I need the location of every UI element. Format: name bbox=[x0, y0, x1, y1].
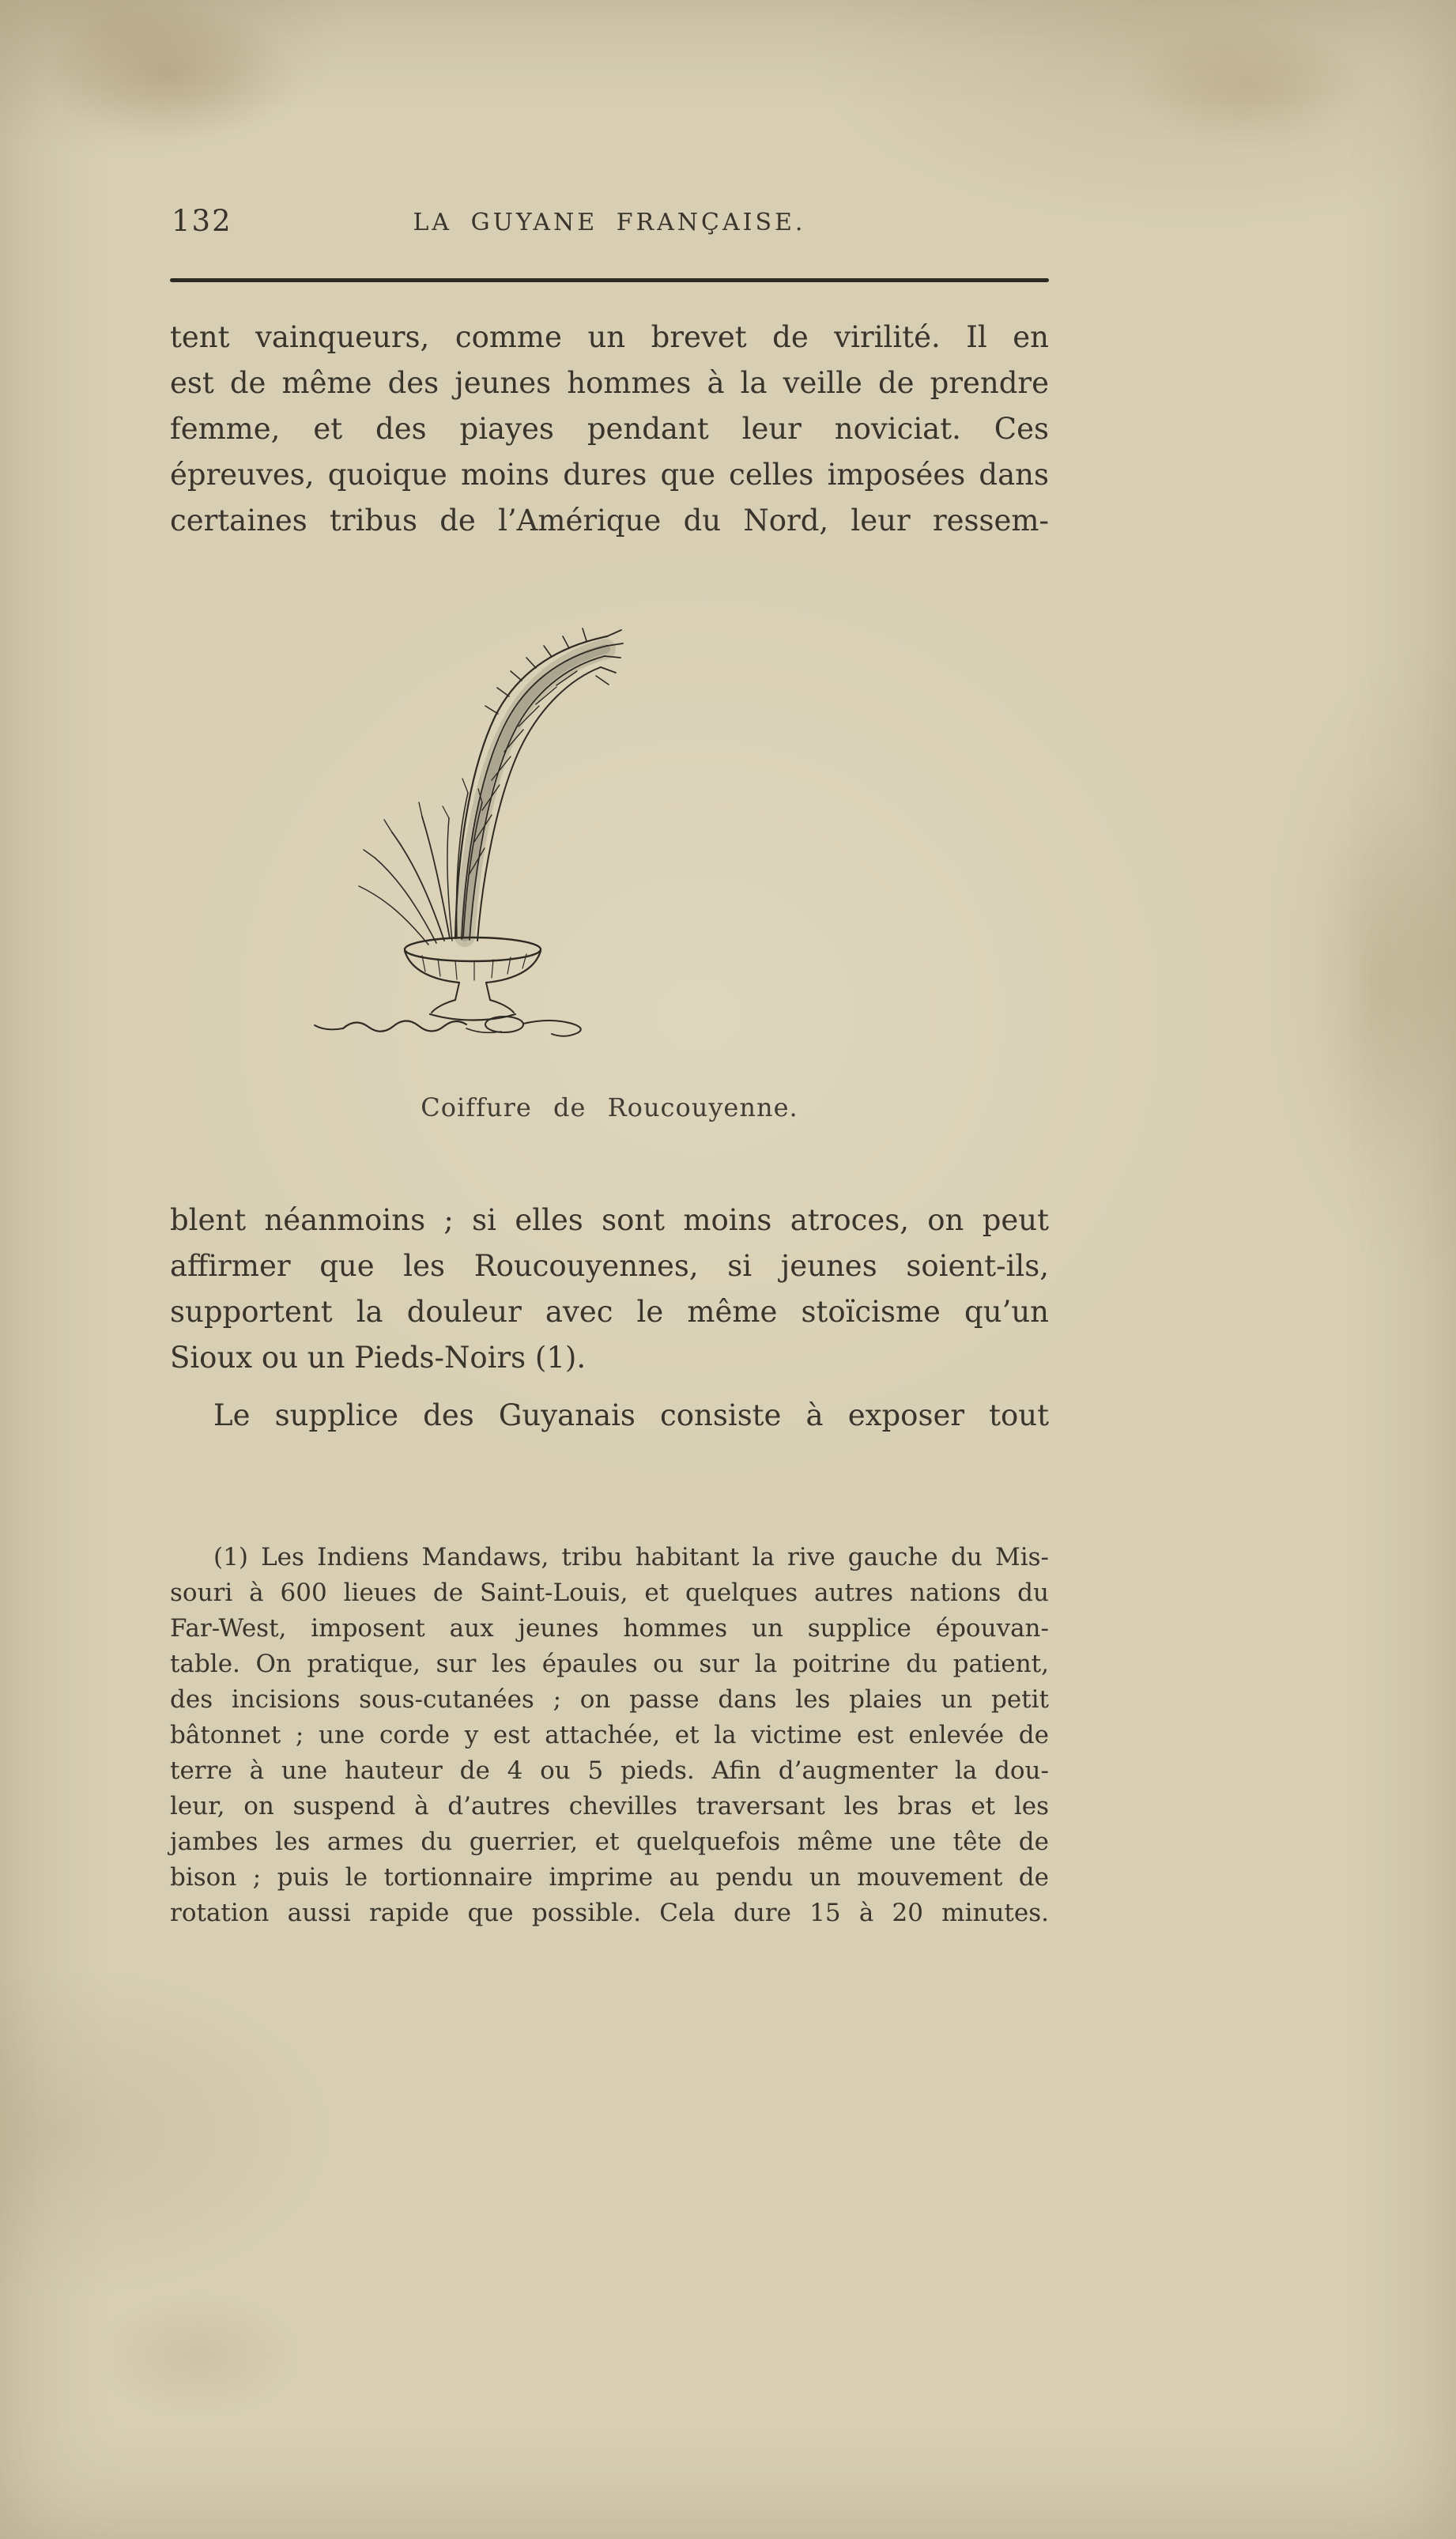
text-line: épreuves, quoique moins dures que celles imposées dans bbox=[170, 458, 1049, 492]
footnote-line: rotation aussi rapide que possible. Cela dure 15 à 20 minutes. bbox=[170, 1899, 1049, 1927]
footnote-line: Far-West, imposent aux jeunes hommes un supplice épouvan- bbox=[170, 1614, 1049, 1643]
text-line: Sioux ou un Pieds-Noirs (1). bbox=[170, 1341, 587, 1375]
paper-stain bbox=[1312, 775, 1447, 1186]
footnote-line: table. On pratique, sur les épaules ou sur la poitrine du patient, bbox=[170, 1650, 1049, 1678]
page-header bbox=[170, 204, 1049, 243]
paragraph-2 bbox=[170, 1198, 1049, 1381]
paragraph-1 bbox=[170, 315, 1049, 544]
footnote-line: leur, on suspend à d’autres chevilles traversant les bras et les bbox=[170, 1792, 1049, 1820]
headdress-figure bbox=[0, 581, 879, 1074]
figure-caption: Coiffure de Roucouyenne. bbox=[421, 1092, 798, 1122]
paper-stain bbox=[43, 6, 296, 141]
text-line: est de même des jeunes hommes à la veille de prendre bbox=[170, 366, 1049, 400]
footnote-line: bâtonnet ; une corde y est attachée, et la victime est enlevée de bbox=[170, 1721, 1049, 1749]
page-number: 132 bbox=[172, 204, 232, 238]
text-line: Le supplice des Guyanais consiste à exposer tout bbox=[213, 1398, 1049, 1432]
text-line: certaines tribus de l’Amérique du Nord, leur ressem- bbox=[170, 504, 1049, 538]
footnote-line: des incisions sous-cutanées ; on passe dans les plaies un petit bbox=[170, 1685, 1049, 1714]
footnote-line: jambes les armes du guerrier, et quelquefois même une tête de bbox=[170, 1828, 1049, 1856]
text-line: affirmer que les Roucouyennes, si jeunes soient-ils, bbox=[170, 1249, 1049, 1283]
footnote-line: souri à 600 lieues de Saint-Louis, et quelques autres nations du bbox=[170, 1579, 1049, 1607]
footnote-line: terre à une hauteur de 4 ou 5 pieds. Afin d’augmenter la dou- bbox=[170, 1756, 1049, 1785]
paper-stain bbox=[95, 2292, 300, 2419]
footnote-line: bison ; puis le tortionnaire imprime au pendu un mouvement de bbox=[170, 1863, 1049, 1892]
header-rule bbox=[170, 278, 1049, 282]
headdress-illustration bbox=[267, 581, 694, 1071]
text-line: tent vainqueurs, comme un brevet de virilité. Il en bbox=[170, 320, 1049, 354]
footnote bbox=[170, 1540, 1049, 1931]
running-title: LA GUYANE FRANÇAISE. bbox=[413, 209, 806, 236]
paper-stain bbox=[1130, 24, 1367, 150]
text-line: femme, et des piayes pendant leur noviciat. Ces bbox=[170, 412, 1049, 446]
paragraph-3 bbox=[170, 1393, 1049, 1439]
text-line: blent néanmoins ; si elles sont moins atroces, on peut bbox=[170, 1203, 1049, 1237]
footnote-line: (1) Les Indiens Mandaws, tribu habitant la rive gauche du Mis- bbox=[213, 1543, 1049, 1571]
text-line: supportent la douleur avec le même stoïcisme qu’un bbox=[170, 1295, 1049, 1329]
